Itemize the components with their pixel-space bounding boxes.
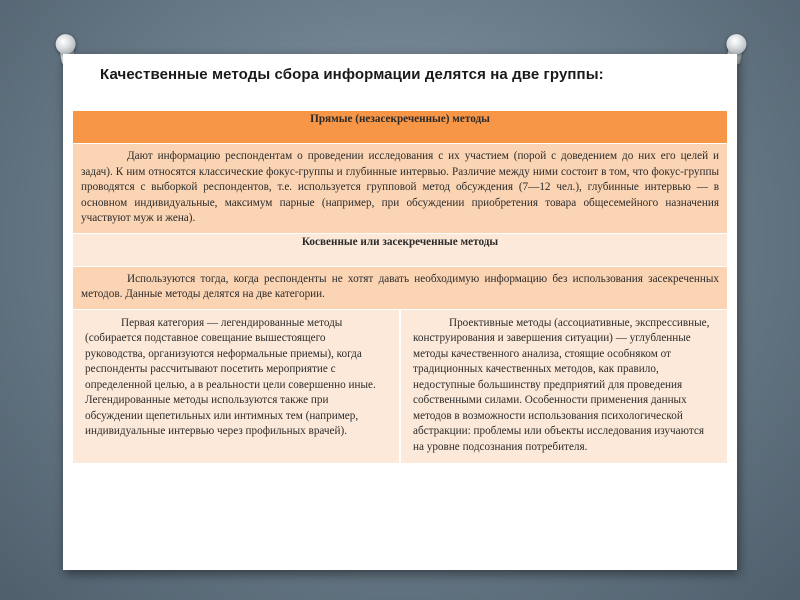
- direct-methods-description: [73, 144, 728, 234]
- indirect-methods-text: Используются тогда, когда респонденты не хотят давать необходимую информацию без использования засекреченных методов. Данные методы делятся на две категории.: [81, 272, 719, 300]
- direct-methods-row: [73, 144, 728, 234]
- indirect-methods-row: [73, 266, 728, 309]
- direct-methods-title: Прямые (незасекреченные) методы: [73, 111, 728, 144]
- direct-methods-text: Дают информацию респондентам о проведении исследования с их участием (порой с доведением до них его целей и задач). К ним относятся классические фокус-группы и глубинные интервью. Различие между ними состоит в том, что фокус-группы проводятся с выборкой респондентов, т.е. используется групповой метод обсуждения (7—12 чел.), глубинные интервью — в основном индивидуальные, максимум парные (например, при обсуждении приобретения товара общесемейного назначения участвуют муж и жена).: [81, 150, 719, 224]
- indirect-methods-title: Косвенные или засекреченные методы: [73, 233, 728, 266]
- legend-methods-cell: [73, 309, 401, 464]
- projective-methods-cell: [400, 309, 728, 464]
- slide-heading: Качественные методы сбора информации делятся на две группы:: [100, 66, 604, 83]
- projective-methods-text: Проективные методы (ассоциативные, экспрессивные, конструирования и завершения ситуации) — углубленные методы качественного анализа, стоящие особняком от традиционных качественных методов, как правило, недоступные большинству предприятий для проведения собственными силами. Особенности применения данных методов в возможности использования психологической абстракции: проблемы или объекты исследования изучаются на уровне подсознания потребителя.: [413, 316, 710, 453]
- indirect-methods-header-row: [73, 233, 728, 266]
- categories-row: [73, 309, 728, 464]
- methods-table: [72, 110, 728, 464]
- legend-methods-text: Первая категория — легендированные методы (собирается подставное совещание вышестоящего руководства, организуются неформальные приемы), когда респонденты рассчитывают посетить мероприятие с определенной целью, а в реальности цели совершенно иные. Легендированные методы используются также при обсуждении щепетильных или интимных тем (например, индивидуальные интервью через профильных врачей).: [85, 316, 376, 437]
- direct-methods-header-row: [73, 111, 728, 144]
- indirect-methods-description: [73, 266, 728, 309]
